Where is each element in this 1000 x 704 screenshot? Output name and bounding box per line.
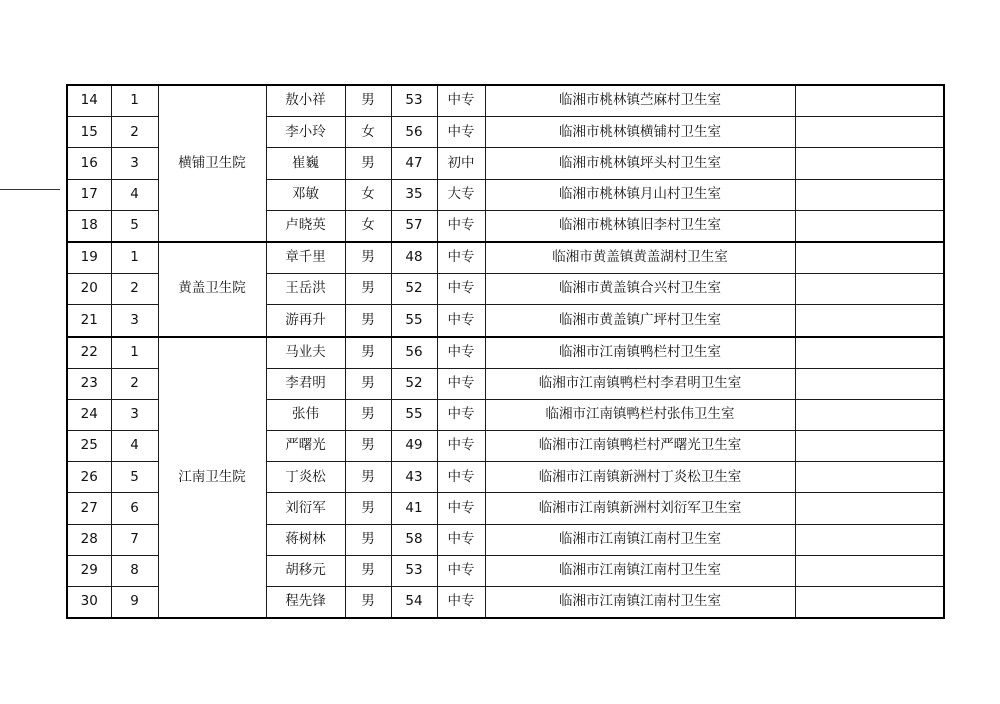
row-number: 27 xyxy=(67,493,111,524)
doctor-name: 丁炎松 xyxy=(266,462,345,493)
age: 56 xyxy=(391,337,437,369)
age: 47 xyxy=(391,148,437,179)
education: 中专 xyxy=(437,117,485,148)
remarks-cell xyxy=(795,587,944,619)
doctor-name: 马业夫 xyxy=(266,337,345,369)
sex: 男 xyxy=(345,368,391,399)
remarks-cell xyxy=(795,117,944,148)
sex: 男 xyxy=(345,462,391,493)
age: 41 xyxy=(391,493,437,524)
doctor-name: 邓敏 xyxy=(266,179,345,210)
clinic-name: 临湘市黄盖镇合兴村卫生室 xyxy=(485,274,795,305)
group-index: 1 xyxy=(111,242,158,274)
row-number: 22 xyxy=(67,337,111,369)
education: 中专 xyxy=(437,242,485,274)
doctor-name: 王岳洪 xyxy=(266,274,345,305)
sex: 女 xyxy=(345,210,391,242)
age: 55 xyxy=(391,305,437,337)
doctor-name: 李君明 xyxy=(266,368,345,399)
education: 中专 xyxy=(437,493,485,524)
education: 中专 xyxy=(437,524,485,555)
clinic-name: 临湘市黄盖镇黄盖湖村卫生室 xyxy=(485,242,795,274)
group-index: 3 xyxy=(111,148,158,179)
remarks-cell xyxy=(795,493,944,524)
education: 中专 xyxy=(437,462,485,493)
age: 52 xyxy=(391,274,437,305)
clinic-name: 临湘市江南镇江南村卫生室 xyxy=(485,587,795,619)
age: 56 xyxy=(391,117,437,148)
row-number: 29 xyxy=(67,555,111,586)
row-number: 21 xyxy=(67,305,111,337)
group-index: 4 xyxy=(111,179,158,210)
group-index: 6 xyxy=(111,493,158,524)
remarks-cell xyxy=(795,524,944,555)
age: 49 xyxy=(391,431,437,462)
age: 58 xyxy=(391,524,437,555)
doctor-name: 游再升 xyxy=(266,305,345,337)
margin-mark xyxy=(0,189,60,190)
group-index: 1 xyxy=(111,337,158,369)
education: 中专 xyxy=(437,555,485,586)
clinic-name: 临湘市江南镇鸭栏村严曙光卫生室 xyxy=(485,431,795,462)
age: 57 xyxy=(391,210,437,242)
age: 53 xyxy=(391,555,437,586)
doctor-name: 严曙光 xyxy=(266,431,345,462)
education: 中专 xyxy=(437,399,485,430)
group-index: 9 xyxy=(111,587,158,619)
row-number: 23 xyxy=(67,368,111,399)
sex: 男 xyxy=(345,242,391,274)
row-number: 25 xyxy=(67,431,111,462)
age: 52 xyxy=(391,368,437,399)
doctor-name: 卢晓英 xyxy=(266,210,345,242)
clinic-name: 临湘市江南镇新洲村丁炎松卫生室 xyxy=(485,462,795,493)
sex: 男 xyxy=(345,587,391,619)
remarks-cell xyxy=(795,399,944,430)
group-index: 2 xyxy=(111,368,158,399)
sex: 男 xyxy=(345,399,391,430)
remarks-cell xyxy=(795,85,944,117)
remarks-cell xyxy=(795,337,944,369)
sex: 男 xyxy=(345,337,391,369)
remarks-cell xyxy=(795,274,944,305)
doctor-name: 崔巍 xyxy=(266,148,345,179)
sex: 男 xyxy=(345,85,391,117)
group-index: 7 xyxy=(111,524,158,555)
sex: 男 xyxy=(345,493,391,524)
table-row xyxy=(67,85,944,117)
doctor-name: 刘衍军 xyxy=(266,493,345,524)
hospital-name: 黄盖卫生院 xyxy=(158,242,266,337)
doctor-name: 敖小祥 xyxy=(266,85,345,117)
roster-body xyxy=(67,85,944,618)
age: 43 xyxy=(391,462,437,493)
row-number: 16 xyxy=(67,148,111,179)
group-index: 4 xyxy=(111,431,158,462)
age: 48 xyxy=(391,242,437,274)
row-number: 15 xyxy=(67,117,111,148)
clinic-name: 临湘市江南镇鸭栏村张伟卫生室 xyxy=(485,399,795,430)
age: 53 xyxy=(391,85,437,117)
age: 54 xyxy=(391,587,437,619)
group-index: 5 xyxy=(111,210,158,242)
clinic-name: 临湘市江南镇新洲村刘衍军卫生室 xyxy=(485,493,795,524)
group-index: 2 xyxy=(111,274,158,305)
sex: 男 xyxy=(345,274,391,305)
group-index: 5 xyxy=(111,462,158,493)
sex: 女 xyxy=(345,179,391,210)
remarks-cell xyxy=(795,179,944,210)
education: 中专 xyxy=(437,368,485,399)
doctor-name: 程先锋 xyxy=(266,587,345,619)
remarks-cell xyxy=(795,242,944,274)
sex: 男 xyxy=(345,148,391,179)
group-index: 2 xyxy=(111,117,158,148)
education: 中专 xyxy=(437,431,485,462)
row-number: 17 xyxy=(67,179,111,210)
remarks-cell xyxy=(795,462,944,493)
doctor-roster-table xyxy=(66,84,945,619)
sex: 女 xyxy=(345,117,391,148)
group-index: 1 xyxy=(111,85,158,117)
age: 35 xyxy=(391,179,437,210)
doctor-name: 张伟 xyxy=(266,399,345,430)
group-index: 8 xyxy=(111,555,158,586)
group-index: 3 xyxy=(111,399,158,430)
row-number: 24 xyxy=(67,399,111,430)
doctor-name: 章千里 xyxy=(266,242,345,274)
row-number: 18 xyxy=(67,210,111,242)
sex: 男 xyxy=(345,431,391,462)
education: 中专 xyxy=(437,210,485,242)
education: 中专 xyxy=(437,337,485,369)
education: 中专 xyxy=(437,85,485,117)
row-number: 20 xyxy=(67,274,111,305)
hospital-name: 横铺卫生院 xyxy=(158,85,266,242)
doctor-name: 蒋树林 xyxy=(266,524,345,555)
clinic-name: 临湘市桃林镇旧李村卫生室 xyxy=(485,210,795,242)
education: 大专 xyxy=(437,179,485,210)
table-row xyxy=(67,337,944,369)
remarks-cell xyxy=(795,210,944,242)
clinic-name: 临湘市桃林镇苎麻村卫生室 xyxy=(485,85,795,117)
remarks-cell xyxy=(795,305,944,337)
clinic-name: 临湘市江南镇江南村卫生室 xyxy=(485,524,795,555)
row-number: 30 xyxy=(67,587,111,619)
doctor-name: 胡移元 xyxy=(266,555,345,586)
sex: 男 xyxy=(345,524,391,555)
row-number: 26 xyxy=(67,462,111,493)
clinic-name: 临湘市桃林镇月山村卫生室 xyxy=(485,179,795,210)
clinic-name: 临湘市桃林镇坪头村卫生室 xyxy=(485,148,795,179)
row-number: 28 xyxy=(67,524,111,555)
clinic-name: 临湘市江南镇鸭栏村李君明卫生室 xyxy=(485,368,795,399)
group-index: 3 xyxy=(111,305,158,337)
remarks-cell xyxy=(795,431,944,462)
clinic-name: 临湘市桃林镇横铺村卫生室 xyxy=(485,117,795,148)
education: 中专 xyxy=(437,305,485,337)
remarks-cell xyxy=(795,555,944,586)
education: 初中 xyxy=(437,148,485,179)
clinic-name: 临湘市江南镇鸭栏村卫生室 xyxy=(485,337,795,369)
sex: 男 xyxy=(345,555,391,586)
remarks-cell xyxy=(795,368,944,399)
row-number: 19 xyxy=(67,242,111,274)
sex: 男 xyxy=(345,305,391,337)
clinic-name: 临湘市黄盖镇广坪村卫生室 xyxy=(485,305,795,337)
remarks-cell xyxy=(795,148,944,179)
clinic-name: 临湘市江南镇江南村卫生室 xyxy=(485,555,795,586)
table-row xyxy=(67,242,944,274)
hospital-name: 江南卫生院 xyxy=(158,337,266,619)
row-number: 14 xyxy=(67,85,111,117)
doctor-name: 李小玲 xyxy=(266,117,345,148)
age: 55 xyxy=(391,399,437,430)
education: 中专 xyxy=(437,274,485,305)
education: 中专 xyxy=(437,587,485,619)
